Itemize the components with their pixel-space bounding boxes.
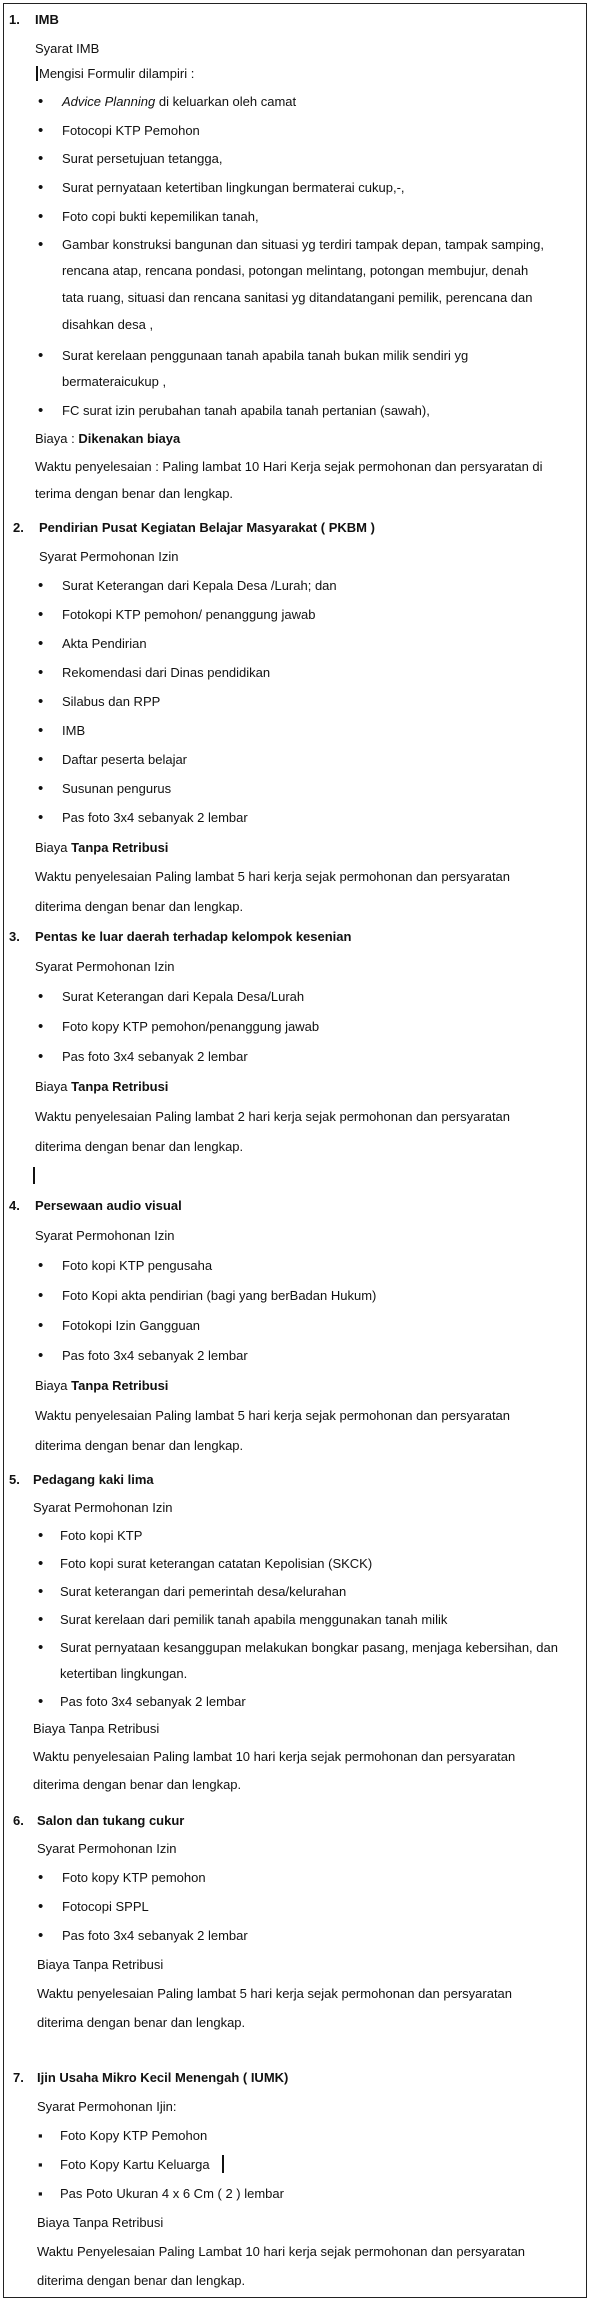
list-item: Fotocopi SPPL	[62, 1899, 149, 1914]
list-item: Surat pernyataan ketertiban lingkungan bermaterai cukup,-,	[62, 180, 405, 195]
list-item: Akta Pendirian	[62, 636, 147, 651]
document-page	[3, 3, 587, 2298]
bullet-icon	[38, 209, 43, 225]
bullet-icon	[38, 1019, 43, 1035]
requirements-label: Syarat Permohonan Izin	[35, 1228, 175, 1243]
time-line: diterima dengan benar dan lengkap.	[35, 1139, 244, 1154]
bullet-icon	[38, 1870, 43, 1886]
section-title: Persewaan audio visual	[35, 1198, 182, 1213]
section-title: IMB	[35, 12, 59, 27]
list-item: Advice Planning di keluarkan oleh camat	[62, 94, 297, 109]
section-number: 5.	[9, 1472, 20, 1487]
time-line: Waktu penyelesaian Paling lambat 5 hari kerja sejak permohonan dan persyaratan	[37, 1986, 513, 2001]
cost-line: Biaya Tanpa Retribusi	[35, 840, 169, 855]
list-item: Foto kopi KTP	[60, 1528, 143, 1543]
bullet-icon	[38, 665, 43, 681]
list-item: Foto copi bukti kepemilikan tanah,	[62, 209, 259, 224]
requirements-label: Syarat Permohonan Izin	[39, 549, 179, 564]
bullet-icon	[38, 1348, 43, 1364]
list-item: Pas foto 3x4 sebanyak 2 lembar	[62, 810, 248, 825]
bullet-icon	[38, 403, 43, 419]
bullet-icon	[38, 723, 43, 739]
text-cursor	[222, 2155, 224, 2173]
bullet-icon	[38, 752, 43, 768]
list-item: Pas foto 3x4 sebanyak 2 lembar	[62, 1049, 248, 1064]
list-item-line: ketertiban lingkungan.	[60, 1666, 188, 1681]
bullet-icon	[38, 1640, 43, 1656]
list-item: Fotocopi KTP Pemohon	[62, 123, 200, 138]
list-item: Fotokopi Izin Gangguan	[62, 1318, 201, 1333]
section-number: 3.	[9, 929, 20, 944]
list-item-line: Surat pernyataan kesanggupan melakukan bongkar pasang, menjaga kebersihan, dan	[60, 1640, 558, 1655]
section-title: Pendirian Pusat Kegiatan Belajar Masyarakat ( PKBM )	[39, 520, 375, 535]
cost-line: Biaya Tanpa Retribusi	[33, 1721, 160, 1736]
list-item: IMB	[62, 723, 86, 738]
requirements-label: Syarat Permohonan Izin	[37, 1841, 177, 1856]
requirements-label: Syarat IMB	[35, 41, 100, 56]
time-line: terima dengan benar dan lengkap.	[35, 486, 234, 501]
cost-line: Biaya Tanpa Retribusi	[35, 1079, 169, 1094]
bullet-icon	[38, 607, 43, 623]
section-number: 6.	[13, 1813, 24, 1828]
list-item: Pas foto 3x4 sebanyak 2 lembar	[62, 1928, 248, 1943]
bullet-icon	[38, 810, 43, 826]
cost-line: Biaya Tanpa Retribusi	[37, 1957, 164, 1972]
bullet-icon	[38, 1288, 43, 1304]
cost-line: Biaya Tanpa Retribusi	[35, 1378, 169, 1393]
cost-line: Biaya Tanpa Retribusi	[37, 2215, 164, 2230]
requirements-label: Syarat Permohonan Izin	[35, 959, 175, 974]
list-item: Fotokopi KTP pemohon/ penanggung jawab	[62, 607, 316, 622]
section-number: 7.	[13, 2070, 24, 2085]
list-item: Silabus dan RPP	[62, 694, 161, 709]
list-item: Daftar peserta belajar	[62, 752, 188, 767]
bullet-icon	[38, 694, 43, 710]
bullet-icon	[38, 781, 43, 797]
list-item: Susunan pengurus	[62, 781, 172, 796]
list-item: Pas foto 3x4 sebanyak 2 lembar	[60, 1694, 246, 1709]
bullet-icon	[38, 989, 43, 1005]
requirements-label: Syarat Permohonan Izin	[33, 1500, 173, 1515]
square-bullet-icon	[38, 2128, 43, 2144]
section-title: Ijin Usaha Mikro Kecil Menengah ( IUMK)	[37, 2070, 289, 2085]
bullet-icon	[38, 123, 43, 139]
list-item: Rekomendasi dari Dinas pendidikan	[62, 665, 271, 680]
time-line: Waktu Penyelesaian Paling Lambat 10 hari kerja sejak permohonan dan persyaratan	[37, 2244, 526, 2259]
list-item: Surat persetujuan tetangga,	[62, 151, 223, 166]
list-item: Pas foto 3x4 sebanyak 2 lembar	[62, 1348, 248, 1363]
text-cursor	[36, 66, 38, 81]
list-item: Foto Kopy Kartu Keluarga	[60, 2157, 210, 2172]
list-item-line: tata ruang, situasi dan rencana sanitasi yg ditandatangani pemilik, perencana dan	[62, 290, 533, 305]
square-bullet-icon	[38, 2186, 43, 2202]
bullet-icon	[38, 151, 43, 167]
time-line: diterima dengan benar dan lengkap.	[37, 2015, 246, 2030]
list-item-line: disahkan desa ,	[62, 317, 154, 332]
list-item: Foto kopi KTP pengusaha	[62, 1258, 213, 1273]
bullet-icon	[38, 1049, 43, 1065]
time-line: diterima dengan benar dan lengkap.	[37, 2273, 246, 2288]
bullet-icon	[38, 636, 43, 652]
list-item: Surat Keterangan dari Kepala Desa /Lurah; dan	[62, 578, 337, 593]
bullet-icon	[38, 1612, 43, 1628]
bullet-icon	[38, 1258, 43, 1274]
requirements-sub: Mengisi Formulir dilampiri :	[39, 66, 195, 81]
list-item-line: Surat kerelaan penggunaan tanah apabila tanah bukan milik sendiri yg	[62, 348, 469, 363]
bullet-icon	[38, 1584, 43, 1600]
bullet-icon	[38, 94, 43, 110]
list-item: Pas Poto Ukuran 4 x 6 Cm ( 2 ) lembar	[60, 2186, 284, 2201]
list-item: Foto kopy KTP pemohon/penanggung jawab	[62, 1019, 320, 1034]
list-item: FC surat izin perubahan tanah apabila tanah pertanian (sawah),	[62, 403, 430, 418]
list-item: Foto kopy KTP pemohon	[62, 1870, 206, 1885]
section-title: Salon dan tukang cukur	[37, 1813, 185, 1828]
list-item-line: bermateraicukup ,	[62, 374, 167, 389]
square-bullet-icon	[38, 2157, 43, 2173]
time-line: diterima dengan benar dan lengkap.	[33, 1777, 242, 1792]
bullet-icon	[38, 1928, 43, 1944]
bullet-icon	[38, 1318, 43, 1334]
list-item-line: Gambar konstruksi bangunan dan situasi yg terdiri tampak depan, tampak samping,	[62, 237, 544, 252]
bullet-icon	[38, 237, 43, 253]
bullet-icon	[38, 578, 43, 594]
bullet-icon	[38, 1899, 43, 1915]
list-item: Foto kopi surat keterangan catatan Kepolisian (SKCK)	[60, 1556, 373, 1571]
section-number: 2.	[13, 520, 24, 535]
list-item: Surat keterangan dari pemerintah desa/kelurahan	[60, 1584, 347, 1599]
section-number: 1.	[9, 12, 20, 27]
bullet-icon	[38, 1556, 43, 1572]
time-line: diterima dengan benar dan lengkap.	[35, 899, 244, 914]
text-cursor	[33, 1167, 35, 1184]
list-item: Surat Keterangan dari Kepala Desa/Lurah	[62, 989, 305, 1004]
time-line: Waktu penyelesaian Paling lambat 5 hari kerja sejak permohonan dan persyaratan	[35, 1408, 511, 1423]
time-line: Waktu penyelesaian : Paling lambat 10 Hari Kerja sejak permohonan dan persyaratan di	[35, 459, 543, 474]
list-item: Foto Kopi akta pendirian (bagi yang berBadan Hukum)	[62, 1288, 377, 1303]
requirements-label: Syarat Permohonan Ijin:	[37, 2099, 177, 2114]
list-item-line: rencana atap, rencana pondasi, potongan melintang, potongan membujur, denah	[62, 263, 529, 278]
time-line: Waktu penyelesaian Paling lambat 2 hari kerja sejak permohonan dan persyaratan	[35, 1109, 511, 1124]
section-number: 4.	[9, 1198, 20, 1213]
bullet-icon	[38, 1694, 43, 1710]
list-item: Surat kerelaan dari pemilik tanah apabila menggunakan tanah milik	[60, 1612, 448, 1627]
cost-line: Biaya : Dikenakan biaya	[35, 431, 181, 446]
time-line: diterima dengan benar dan lengkap.	[35, 1438, 244, 1453]
bullet-icon	[38, 180, 43, 196]
time-line: Waktu penyelesaian Paling lambat 5 hari kerja sejak permohonan dan persyaratan	[35, 869, 511, 884]
list-item: Foto Kopy KTP Pemohon	[60, 2128, 208, 2143]
bullet-icon	[38, 348, 43, 364]
time-line: Waktu penyelesaian Paling lambat 10 hari kerja sejak permohonan dan persyaratan	[33, 1749, 516, 1764]
section-title: Pentas ke luar daerah terhadap kelompok kesenian	[35, 929, 352, 944]
bullet-icon	[38, 1528, 43, 1544]
section-title: Pedagang kaki lima	[33, 1472, 154, 1487]
